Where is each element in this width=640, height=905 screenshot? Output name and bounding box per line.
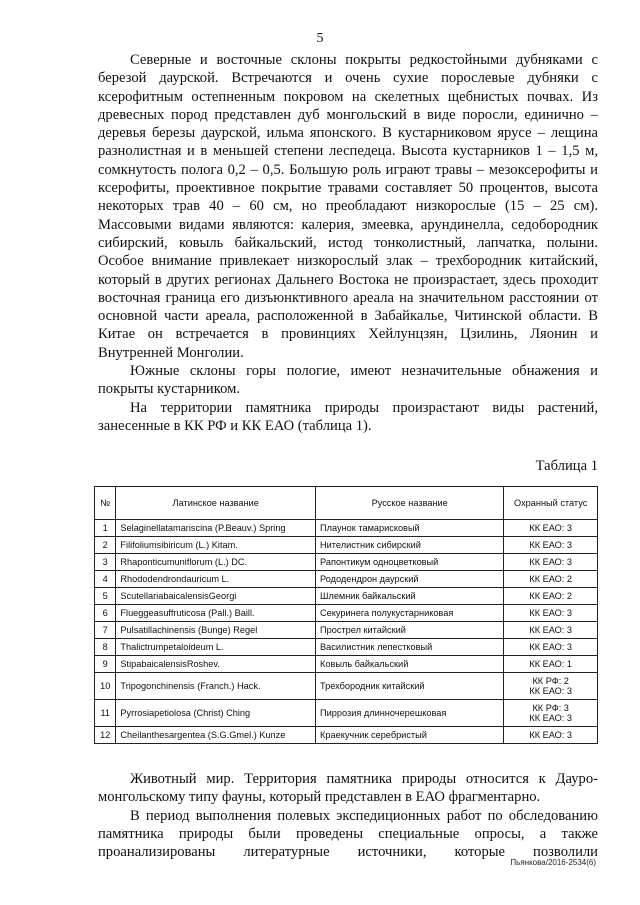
table-caption: Таблица 1 [535, 458, 598, 474]
cell-latin-name: Pyrrosiapetiolosa (Christ) Ching [116, 700, 316, 727]
cell-protection-status [504, 639, 598, 656]
cell-number: 10 [95, 673, 116, 700]
paragraph-slopes-south: Южные склоны горы пологие, имеют незначительные обнажения и покрыты кустарником. [98, 363, 598, 398]
cell-number: 8 [95, 639, 116, 656]
table-row [95, 622, 598, 639]
cell-protection-status [504, 554, 598, 571]
cell-russian-name: Трехбородник китайский [316, 673, 504, 700]
status-line: КК ЕАО: 1 [529, 659, 573, 669]
cell-latin-name: Cheilanthesargentea (S.G.Gmel.) Kunze [116, 727, 316, 744]
table-row [95, 700, 598, 727]
status-line: КК ЕАО: 3 [529, 730, 573, 740]
status-line: КК ЕАО: 3 [529, 686, 573, 696]
table-row [95, 554, 598, 571]
cell-protection-status [504, 588, 598, 605]
cell-protection-status [504, 727, 598, 744]
status-line: КК ЕАО: 3 [529, 642, 573, 652]
cell-number: 12 [95, 727, 116, 744]
cell-latin-name: Filifoliumsibiricum (L.) Kitam. [116, 537, 316, 554]
cell-protection-status [504, 537, 598, 554]
cell-russian-name: Шлемник байкальский [316, 588, 504, 605]
status-line: КК ЕАО: 3 [529, 523, 573, 533]
table-row [95, 673, 598, 700]
cell-protection-status [504, 656, 598, 673]
table-row [95, 605, 598, 622]
status-line: КК ЕАО: 3 [529, 608, 573, 618]
header-protection-status: Охранный статус [504, 487, 598, 520]
table-row [95, 588, 598, 605]
status-line: КК ЕАО: 3 [529, 625, 573, 635]
plant-species-table [94, 486, 598, 744]
table-row [95, 727, 598, 744]
cell-latin-name: Tripogonchinensis (Franch.) Hack. [116, 673, 316, 700]
cell-russian-name: Ковыль байкальский [316, 656, 504, 673]
cell-russian-name: Рапонтикум одноцветковый [316, 554, 504, 571]
cell-russian-name: Плаунок тамарисковый [316, 520, 504, 537]
table-row [95, 537, 598, 554]
paragraph-slopes-north-east: Северные и восточные склоны покрыты редкостойными дубняками с березой даурской. Встречаются и очень сухие порослевые дубняки с ксерофитным остепненным покровом на скелетных щебнистых почвах. Из древесных пород представлен дуб монгольский в виде поросли, единично – деревья березы даурской, ильма японского. В кустарниковом ярусе – лещина разнолистная и в меньшей степени леспедеца. Высота кустарников 1 – 1,5 м, сомкнутость полога 0,2 – 0,5. Большую роль играют травы – мезоксерофиты и ксерофиты, проективное покрытие травами составляет 50 процентов, высота некоторых трав 40 – 60 см, но преобладают низкорослые (15 – 25 см). Массовыми видами являются: калерия, змеевка, арундинелла, седобородник сибирский, ковыль байкальский, истод тонколистный, лапчатка, полыни. Особое внимание привлекает низкорослый злак – трехбородник китайский, который в других регионах Дальнего Востока не произрастает, здесь проходит восточная граница его дизъюнктивного ареала на значительном расстоянии от основной части ареала, расположенной в Забайкалье, Читинской области. В Китае он встречается в провинциях Хейлунцзян, Цзилинь, Ляонин и Внутренней Монголии. [98, 52, 598, 361]
cell-russian-name: Пиррозия длинночерешковая [316, 700, 504, 727]
status-line: КК РФ: 2 [532, 676, 569, 686]
cell-latin-name: ScutellariabaicalensisGeorgi [116, 588, 316, 605]
cell-latin-name: Rhododendrondauricum L. [116, 571, 316, 588]
table-body [95, 520, 598, 744]
cell-protection-status [504, 673, 598, 700]
header-number: № [95, 487, 116, 520]
header-russian-name: Русское название [316, 487, 504, 520]
cell-protection-status [504, 520, 598, 537]
cell-latin-name: Rhaponticumuniflorum (L.) DC. [116, 554, 316, 571]
cell-russian-name: Василистник лепестковый [316, 639, 504, 656]
cell-latin-name: Flueggeasuffruticosa (Pall.) Baill. [116, 605, 316, 622]
cell-latin-name: StipabaicalensisRoshev. [116, 656, 316, 673]
cell-russian-name: Краекучник серебристый [316, 727, 504, 744]
cell-number: 4 [95, 571, 116, 588]
table-row [95, 639, 598, 656]
cell-russian-name: Прострел китайский [316, 622, 504, 639]
paragraph-fauna: Животный мир. Территория памятника природы относится к Дауро-монгольскому типу фауны, который представлен в ЕАО фрагментарно. [98, 771, 598, 806]
table-row [95, 571, 598, 588]
cell-number: 11 [95, 700, 116, 727]
table-header-row [95, 487, 598, 520]
cell-latin-name: Thalictrumpetaloideum L. [116, 639, 316, 656]
table-row [95, 656, 598, 673]
top-text-block [98, 51, 598, 435]
status-line: КК ЕАО: 2 [529, 574, 573, 584]
table-row [95, 520, 598, 537]
status-line: КК ЕАО: 2 [529, 591, 573, 601]
cell-latin-name: Pulsatillachinensis (Bunge) Regel [116, 622, 316, 639]
bottom-text-block [98, 770, 598, 861]
header-latin-name: Латинское название [116, 487, 316, 520]
cell-number: 6 [95, 605, 116, 622]
paragraph-survey: В период выполнения полевых экспедиционных работ по обследованию памятника природы были проведены специальные опросы, а также проанализированы литературные источники, которые позволили [98, 807, 598, 861]
cell-russian-name: Рододендрон даурский [316, 571, 504, 588]
cell-number: 5 [95, 588, 116, 605]
cell-russian-name: Секуринега полукустарниковая [316, 605, 504, 622]
cell-protection-status [504, 700, 598, 727]
cell-protection-status [504, 605, 598, 622]
page-number: 5 [316, 31, 324, 46]
cell-russian-name: Нителистник сибирский [316, 537, 504, 554]
cell-protection-status [504, 622, 598, 639]
status-line: КК ЕАО: 3 [529, 557, 573, 567]
status-line: КК ЕАО: 3 [529, 540, 573, 550]
cell-number: 2 [95, 537, 116, 554]
cell-number: 7 [95, 622, 116, 639]
cell-number: 3 [95, 554, 116, 571]
status-line: КК РФ: 3 [532, 703, 569, 713]
document-stamp: Пьянкова/2016-2534(6) [510, 858, 596, 867]
paragraph-table-intro: На территории памятника природы произрастают виды растений, занесенные в КК РФ и КК ЕАО (таблица 1). [98, 399, 598, 434]
cell-latin-name: Selaginellatamariscina (P.Beauv.) Spring [116, 520, 316, 537]
cell-number: 9 [95, 656, 116, 673]
cell-number: 1 [95, 520, 116, 537]
cell-protection-status [504, 571, 598, 588]
status-line: КК ЕАО: 3 [529, 713, 573, 723]
